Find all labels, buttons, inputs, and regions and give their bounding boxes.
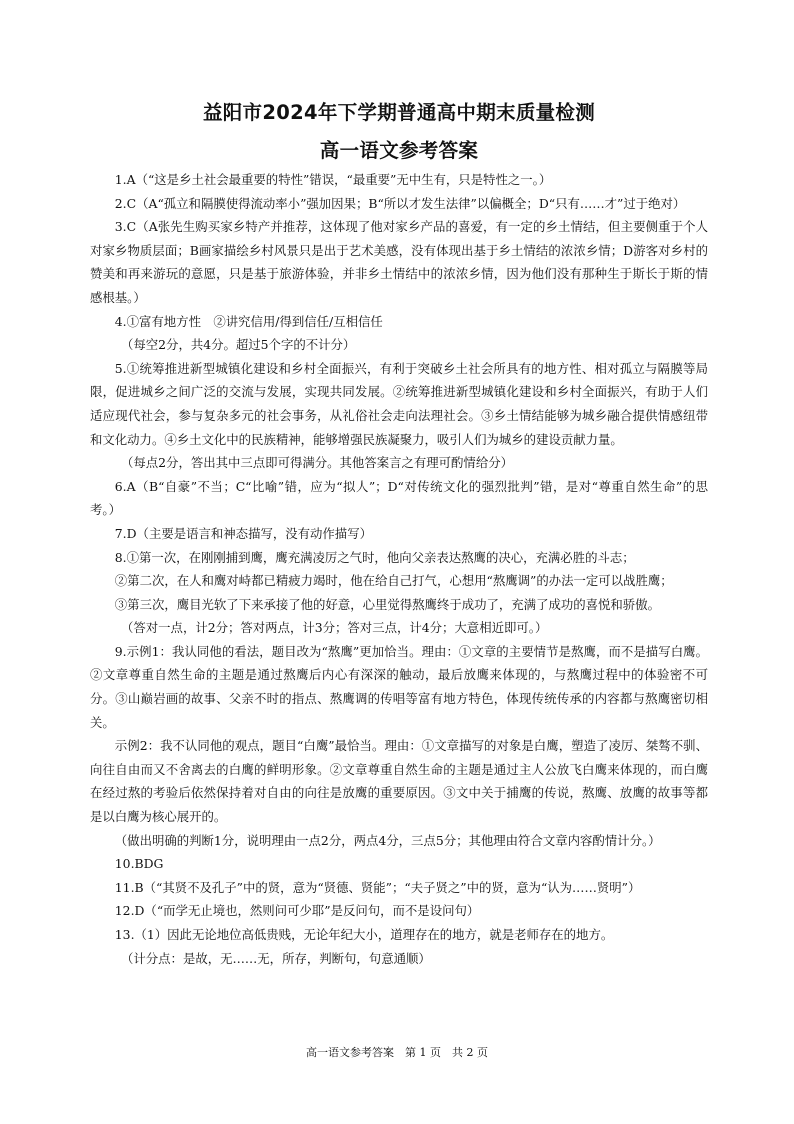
answer-q7: 7.D（主要是语言和神态描写，没有动作描写） [114,525,372,541]
page-footer: 高一语文参考答案 第 1 页 共 2 页 [306,1046,488,1059]
answer-q2: 2.C（A“孤立和隔膜使得流动率小”强加因果；B“所以才发生法律”以偏概全；D“只有……才”过于绝对） [114,195,686,211]
answer-q10: 10.BDG [114,856,164,872]
document-subtitle: 高一语文参考答案 [319,139,479,162]
document-title: 益阳市2024年下学期普通高中期末质量检测 [202,101,596,124]
answer-q5: 5.①统筹推进新型城镇化建设和乡村全面振兴，有利于突破乡土社会所具有的地方性、相对孤立与隔膜等局限，促进城乡之间广泛的交流与发展，实现共同发展。②统筹推进新型城镇化建设和乡村全面振兴，有助于人们适应现代社会，参与复杂多元的社会事务，从礼俗社会走向法理社会。③乡土情结能够为城乡融合提供情感纽带和文化动力。④乡土文化中的民族精神，能够增强民族凝聚力，吸引人们为城乡的建设贡献力量。 [90,360,708,447]
scoring-note-q8: （答对一点，计2分；答对两点，计3分；答对三点，计4分；大意相近即可。） [121,620,548,636]
scoring-note-q9: （做出明确的判断1分，说明理由一点2分，两点4分，三点5分；其他理由符合文章内容酌情计分。） [114,832,661,848]
answer-q9-example2: 示例2：我不认同他的观点，题目“白鹰”最恰当。理由：①文章描写的对象是白鹰，塑造了凌厉、桀骜不驯、向往自由而又不舍离去的白鹰的鲜明形象。②文章尊重自然生命的主题是通过主人公放飞白鹰来体现的，而白鹰在经过熬的考验后依然保持着对自由的向往是放鹰的重要原因。③文中关于捕鹰的传说，熬鹰、放鹰的故事等都是以白鹰为核心展开的。 [90,738,708,825]
scoring-note-q13: （计分点：是故，无……无，所存，判断句，句意通顺） [121,950,431,966]
answer-q6: 6.A（B“自豪”不当；C“比喻”错，应为“拟人”；D“对传统文化的强烈批判”错，是对“尊重自然生命”的思考。） [90,478,708,518]
answer-q8-point3: ③第三次，鹰目光软了下来承接了他的好意，心里觉得熬鹰终于成功了，充满了成功的喜悦和骄傲。 [114,596,660,612]
answer-q13: 13.（1）因此无论地位高低贵贱，无论年纪大小，道理存在的地方，就是老师存在的地方。 [114,927,614,942]
answer-q4: 4.①富有地方性 ②讲究信用/得到信任/互相信任 [114,313,383,329]
answer-q12: 12.D（“而学无止境也，然则问可少耶”是反问句，而不是设问句） [114,903,480,919]
answer-q11: 11.B（“其贤不及孔子”中的贤，意为“贤德、贤能”；“夫子贤之”中的贤，意为“认为……贤明”） [114,879,641,895]
answer-q3: 3.C（A张先生购买家乡特产并推荐，这体现了他对家乡产品的喜爱，有一定的乡土情结，但主要侧重于个人对家乡物质层面；B画家描绘乡村风景只是出于艺术美感，没有体现出基于乡土情结的浓浓乡情；D游客对乡村的赞美和再来游玩的意愿，只是基于旅游体验，并非乡土情结中的浓浓乡情，因为他们没有那种生于斯长于斯的情感根基。） [90,219,708,305]
answer-q8-point2: ②第二次，在人和鹰对峙都已精疲力竭时，他在给自己打气，心想用“熬鹰调”的办法一定可以战胜鹰； [114,573,673,589]
answer-q8-point1: 8.①第一次，在刚刚捕到鹰，鹰充满凌厉之气时，他向父亲表达熬鹰的决心，充满必胜的斗志； [114,549,635,565]
scoring-note-q4: （每空2分，共4分。超过5个字的不计分） [121,337,356,353]
scoring-note-q5: （每点2分，答出其中三点即可得满分。其他答案言之有理可酌情给分） [121,455,513,471]
answer-q9-example1: 9.示例1：我认同他的看法，题目改为“熬鹰”更加恰当。理由：①文章的主要情节是熬鹰，而不是描写白鹰。②文章尊重自然生命的主题是通过熬鹰后内心有深深的触动，最后放鹰来体现的，与熬鹰过程中的体验密不可分。③山巅岩画的故事、父亲不时的指点、熬鹰调的传唱等富有地方特色，体现传统传承的内容都与熬鹰密切相关。 [90,643,708,730]
answer-q1: 1.A（“这是乡土社会最重要的特性”错误，“最重要”无中生有，只是特性之一。） [114,172,552,187]
